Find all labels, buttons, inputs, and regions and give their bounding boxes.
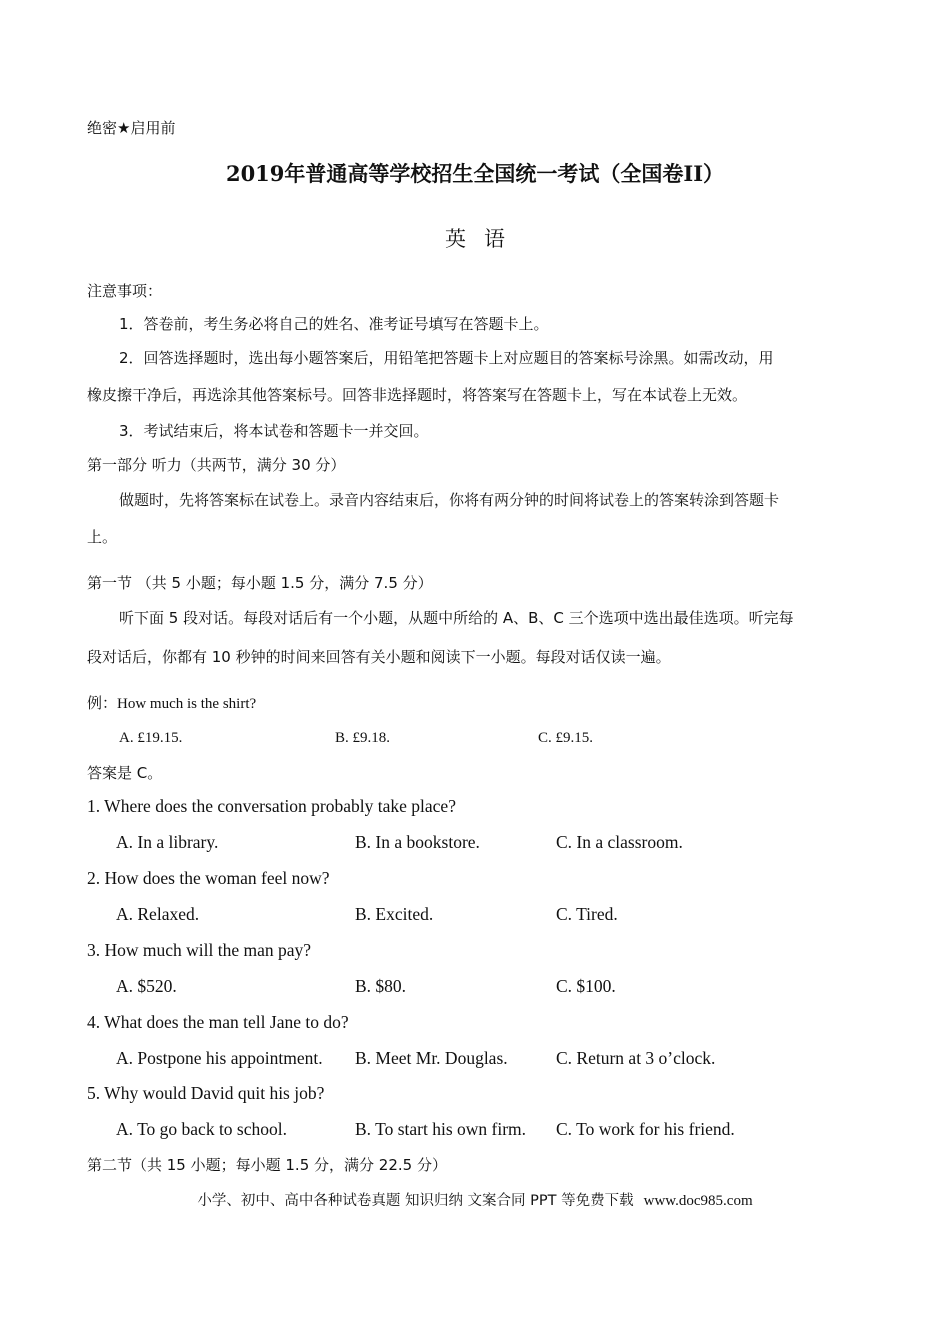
example-option-b: B. £9.18.: [335, 730, 391, 746]
part1-heading: 第一部分 听力（共两节，满分 30 分）: [87, 456, 346, 474]
part1-instruction-line-2: 上。: [87, 528, 118, 546]
question-2-option-a: A. Relaxed.: [116, 904, 200, 924]
footer-text: 小学、初中、高中各种试卷真题 知识归纳 文案合同 PPT 等免费下载: [197, 1193, 634, 1209]
question-4-option-a: A. Postpone his appointment.: [116, 1048, 323, 1068]
question-4-option-b: B. Meet Mr. Douglas.: [355, 1048, 508, 1068]
question-5-option-a: A. To go back to school.: [116, 1119, 288, 1139]
question-3-option-b: B. $80.: [355, 976, 407, 996]
subject-title: 英语: [445, 227, 523, 251]
example-question: How much is the shirt?: [117, 696, 257, 712]
notice-item-2-line-2: 橡皮擦干净后，再选涂其他答案标号。回答非选择题时，将答案写在答题卡上，写在本试卷上无效。: [87, 386, 748, 404]
question-2: 2. How does the woman feel now?: [87, 868, 330, 888]
section1-instruction-line-2: 段对话后，你都有 10 秒钟的时间来回答有关小题和阅读下一小题。每段对话仅读一遍。: [87, 648, 671, 666]
question-2-option-b: B. Excited.: [355, 904, 434, 924]
section1-heading: 第一节 （共 5 小题；每小题 1.5 分，满分 7.5 分）: [87, 574, 433, 592]
question-1-option-a: A. In a library.: [116, 832, 219, 852]
notice-heading: 注意事项：: [87, 282, 163, 300]
page-footer: [0, 1191, 950, 1211]
example-option-c: C. £9.15.: [538, 730, 594, 746]
example-line: [87, 693, 256, 714]
secret-mark: 绝密★启用前: [87, 119, 176, 137]
notice-item-1: 1．答卷前，考生务必将自己的姓名、准考证号填写在答题卡上。: [119, 315, 549, 333]
question-3-option-c: C. $100.: [556, 976, 616, 996]
question-5-option-c: C. To work for his friend.: [556, 1119, 735, 1139]
section1-instruction-line-1: 听下面 5 段对话。每段对话后有一个小题，从题中所给的 A、B、C 三个选项中选出最佳选项。听完每: [119, 609, 794, 627]
page-title: 2019年普通高等学校招生全国统一考试（全国卷II）: [225, 161, 725, 186]
question-1-option-c: C. In a classroom.: [556, 832, 683, 852]
notice-item-3: 3．考试结束后，将本试卷和答题卡一并交回。: [119, 422, 429, 440]
example-option-a: A. £19.15.: [119, 730, 183, 746]
question-3: 3. How much will the man pay?: [87, 940, 312, 960]
question-5-option-b: B. To start his own firm.: [355, 1119, 527, 1139]
question-2-option-c: C. Tired.: [556, 904, 618, 924]
example-label: 例：: [87, 694, 118, 712]
notice-item-2-line-1: 2．回答选择题时，选出每小题答案后，用铅笔把答题卡上对应题目的答案标号涂黑。如需改动，用: [119, 349, 774, 367]
part1-instruction-line-1: 做题时，先将答案标在试卷上。录音内容结束后，你将有两分钟的时间将试卷上的答案转涂到答题卡: [119, 491, 780, 509]
question-5: 5. Why would David quit his job?: [87, 1083, 325, 1103]
question-4: 4. What does the man tell Jane to do?: [87, 1012, 349, 1032]
question-1: 1. Where does the conversation probably take place?: [87, 796, 456, 816]
section2-heading: 第二节（共 15 小题；每小题 1.5 分，满分 22.5 分）: [87, 1156, 447, 1174]
question-1-option-b: B. In a bookstore.: [355, 832, 480, 852]
question-3-option-a: A. $520.: [116, 976, 177, 996]
example-answer: 答案是 C。: [87, 764, 163, 782]
question-4-option-c: C. Return at 3 o’clock.: [556, 1048, 716, 1068]
footer-url: www.doc985.com: [643, 1193, 753, 1209]
